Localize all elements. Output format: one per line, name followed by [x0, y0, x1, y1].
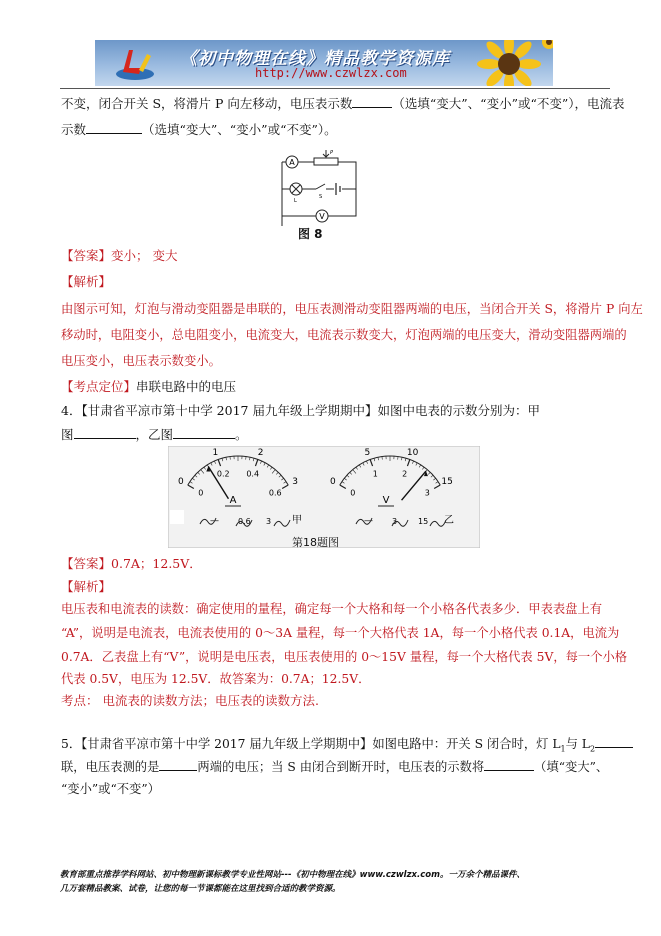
tick-label-bottom: 0.4	[246, 469, 260, 479]
tick-label-top: 2	[257, 447, 264, 458]
meters-figure	[168, 446, 480, 548]
tick-label-top: 0	[177, 477, 184, 487]
tick-label-bottom: 0	[198, 488, 204, 498]
q3-analysis-line: 由图示可知，灯泡与滑动变阻器是串联的，电压表测滑动变阻器两端的电压，当闭合开关 S，将滑片 P 向左	[61, 302, 643, 316]
q5-line2: 联，电压表测的是 两端的电压；当 S 由闭合到断开时，电压表的示数将 （填“变大”、	[61, 754, 608, 780]
header-banner	[95, 40, 553, 86]
terminal-label: —	[210, 516, 219, 526]
tick-label-top: 15	[441, 477, 453, 487]
tick-label-top: 3	[292, 477, 299, 487]
footer-line: 教育部重点推荐学科网站、初中物理新课标教学专业性网站---《初中物理在线》www.czwlzx.com。一万余个精品课件、	[60, 870, 525, 880]
q4-analysis-line: 代表 0.5V，电压为 12.5V．故答案为：0.7A；12.5V．	[61, 672, 371, 686]
q5-line3: “变小”或“不变”）	[61, 782, 160, 796]
meter-unit: A	[229, 495, 237, 506]
terminal-label: —	[364, 516, 373, 526]
q3-analysis-line: 电压变小，电压表示数变小。	[61, 354, 221, 368]
meter-unit: V	[382, 495, 390, 506]
terminal-label: 3	[392, 517, 398, 526]
terminal-label: 0.6	[238, 517, 251, 526]
meter-name: 乙	[444, 515, 454, 526]
q4-analysis-line: 0.7A．乙表盘上有“V”，说明是电压表，电压表使用的 0～15V 量程，每一个大格代表 5V，每一个小格	[61, 650, 628, 664]
answer-blank	[173, 424, 235, 439]
terminal-label: 15	[418, 517, 429, 526]
svg-text:P: P	[330, 150, 334, 156]
svg-text:A: A	[289, 158, 295, 167]
q3-line2: 示数 （选填“变大”、“变小”或“不变”）。	[61, 117, 337, 143]
q3-kaodian: 【考点定位】串联电路中的电压	[61, 379, 237, 394]
q4-line2: 图 ，乙图 。	[61, 422, 248, 448]
tick-label-bottom: 0	[350, 488, 356, 498]
q4-answer: 【答案】0.7A；12.5V．	[61, 556, 202, 571]
meter-name: 甲	[292, 515, 302, 526]
answer-blank	[74, 424, 136, 439]
tick-label-top: 0	[329, 477, 336, 487]
q4-kaodian: 考点： 电流表的读数方法；电压表的读数方法.	[61, 693, 319, 708]
q3-analysis-label: 【解析】	[61, 274, 112, 289]
rheostat-icon	[314, 150, 338, 165]
logo-icon	[113, 44, 157, 82]
svg-text:V: V	[319, 212, 325, 221]
q4-analysis-line: 电压表和电流表的读数：确定使用的量程，确定每一个大格和每一个小格各代表多少．甲表表盘上有	[61, 602, 603, 616]
tick-label-top: 10	[406, 447, 419, 458]
q3-answer: 【答案】变小； 变大	[61, 248, 178, 263]
tick-label-top: 1	[212, 447, 219, 458]
figure-caption: 图 8	[298, 227, 323, 241]
svg-text:L: L	[294, 198, 297, 204]
q3-analysis-line: 移动时，电阻变小，总电阻变小，电流变大，电流表示数变大，灯泡两端的电压变大，滑动变阻器两端的	[61, 328, 627, 342]
answer-blank	[159, 756, 197, 771]
banner-url: http://www.czwlzx.com	[255, 66, 407, 80]
tick-label-bottom: 1	[372, 469, 378, 479]
q4-analysis-line: “A”，说明是电流表，电流表使用的 0～3A 量程，每一个大格代表 1A，每一个小格代表 0.1A，电流为	[61, 626, 620, 640]
q4-line1: 4．【甘肃省平凉市第十中学 2017 届九年级上学期期中】如图中电表的示数分别为：甲	[61, 403, 540, 418]
tick-label-bottom: 0.2	[216, 469, 230, 479]
ammeter-icon	[286, 156, 298, 168]
q4-analysis-label: 【解析】	[61, 579, 112, 594]
voltmeter-icon	[316, 210, 328, 222]
answer-blank	[352, 93, 392, 108]
scan-mark	[170, 510, 184, 524]
switch-icon	[316, 184, 326, 200]
battery-icon	[334, 183, 342, 195]
answer-blank	[595, 733, 633, 748]
tick-label-bottom: 2	[402, 469, 408, 479]
footer-line: 几万套精品教案、试卷，让您的每一节课都能在这里找到合适的教学资源。	[60, 884, 341, 894]
terminal-label: 3	[266, 517, 272, 526]
header-rule	[60, 88, 610, 89]
answer-blank	[86, 119, 142, 134]
figure-caption: 第18题图	[292, 536, 339, 549]
q5-line1: 5．【甘肃省平凉市第十中学 2017 届九年级上学期期中】如图电路中：开关 S 闭合时，灯 $L_1$与 $L_2$	[61, 731, 633, 762]
sunflower-icon	[473, 40, 553, 86]
lamp-icon	[290, 183, 302, 204]
tick-label-top: 5	[364, 447, 371, 458]
banner-title: 《初中物理在线》精品教学资源库	[180, 49, 450, 69]
tick-label-bottom: 3	[424, 488, 430, 498]
tick-label-bottom: 0.6	[268, 488, 282, 498]
q3-line1: 不变，闭合开关 S，将滑片 P 向左移动，电压表示数 （选填“变大”、“变小”或“不变”），电流表	[61, 91, 625, 117]
svg-text:S: S	[319, 194, 323, 200]
answer-blank	[484, 756, 534, 771]
